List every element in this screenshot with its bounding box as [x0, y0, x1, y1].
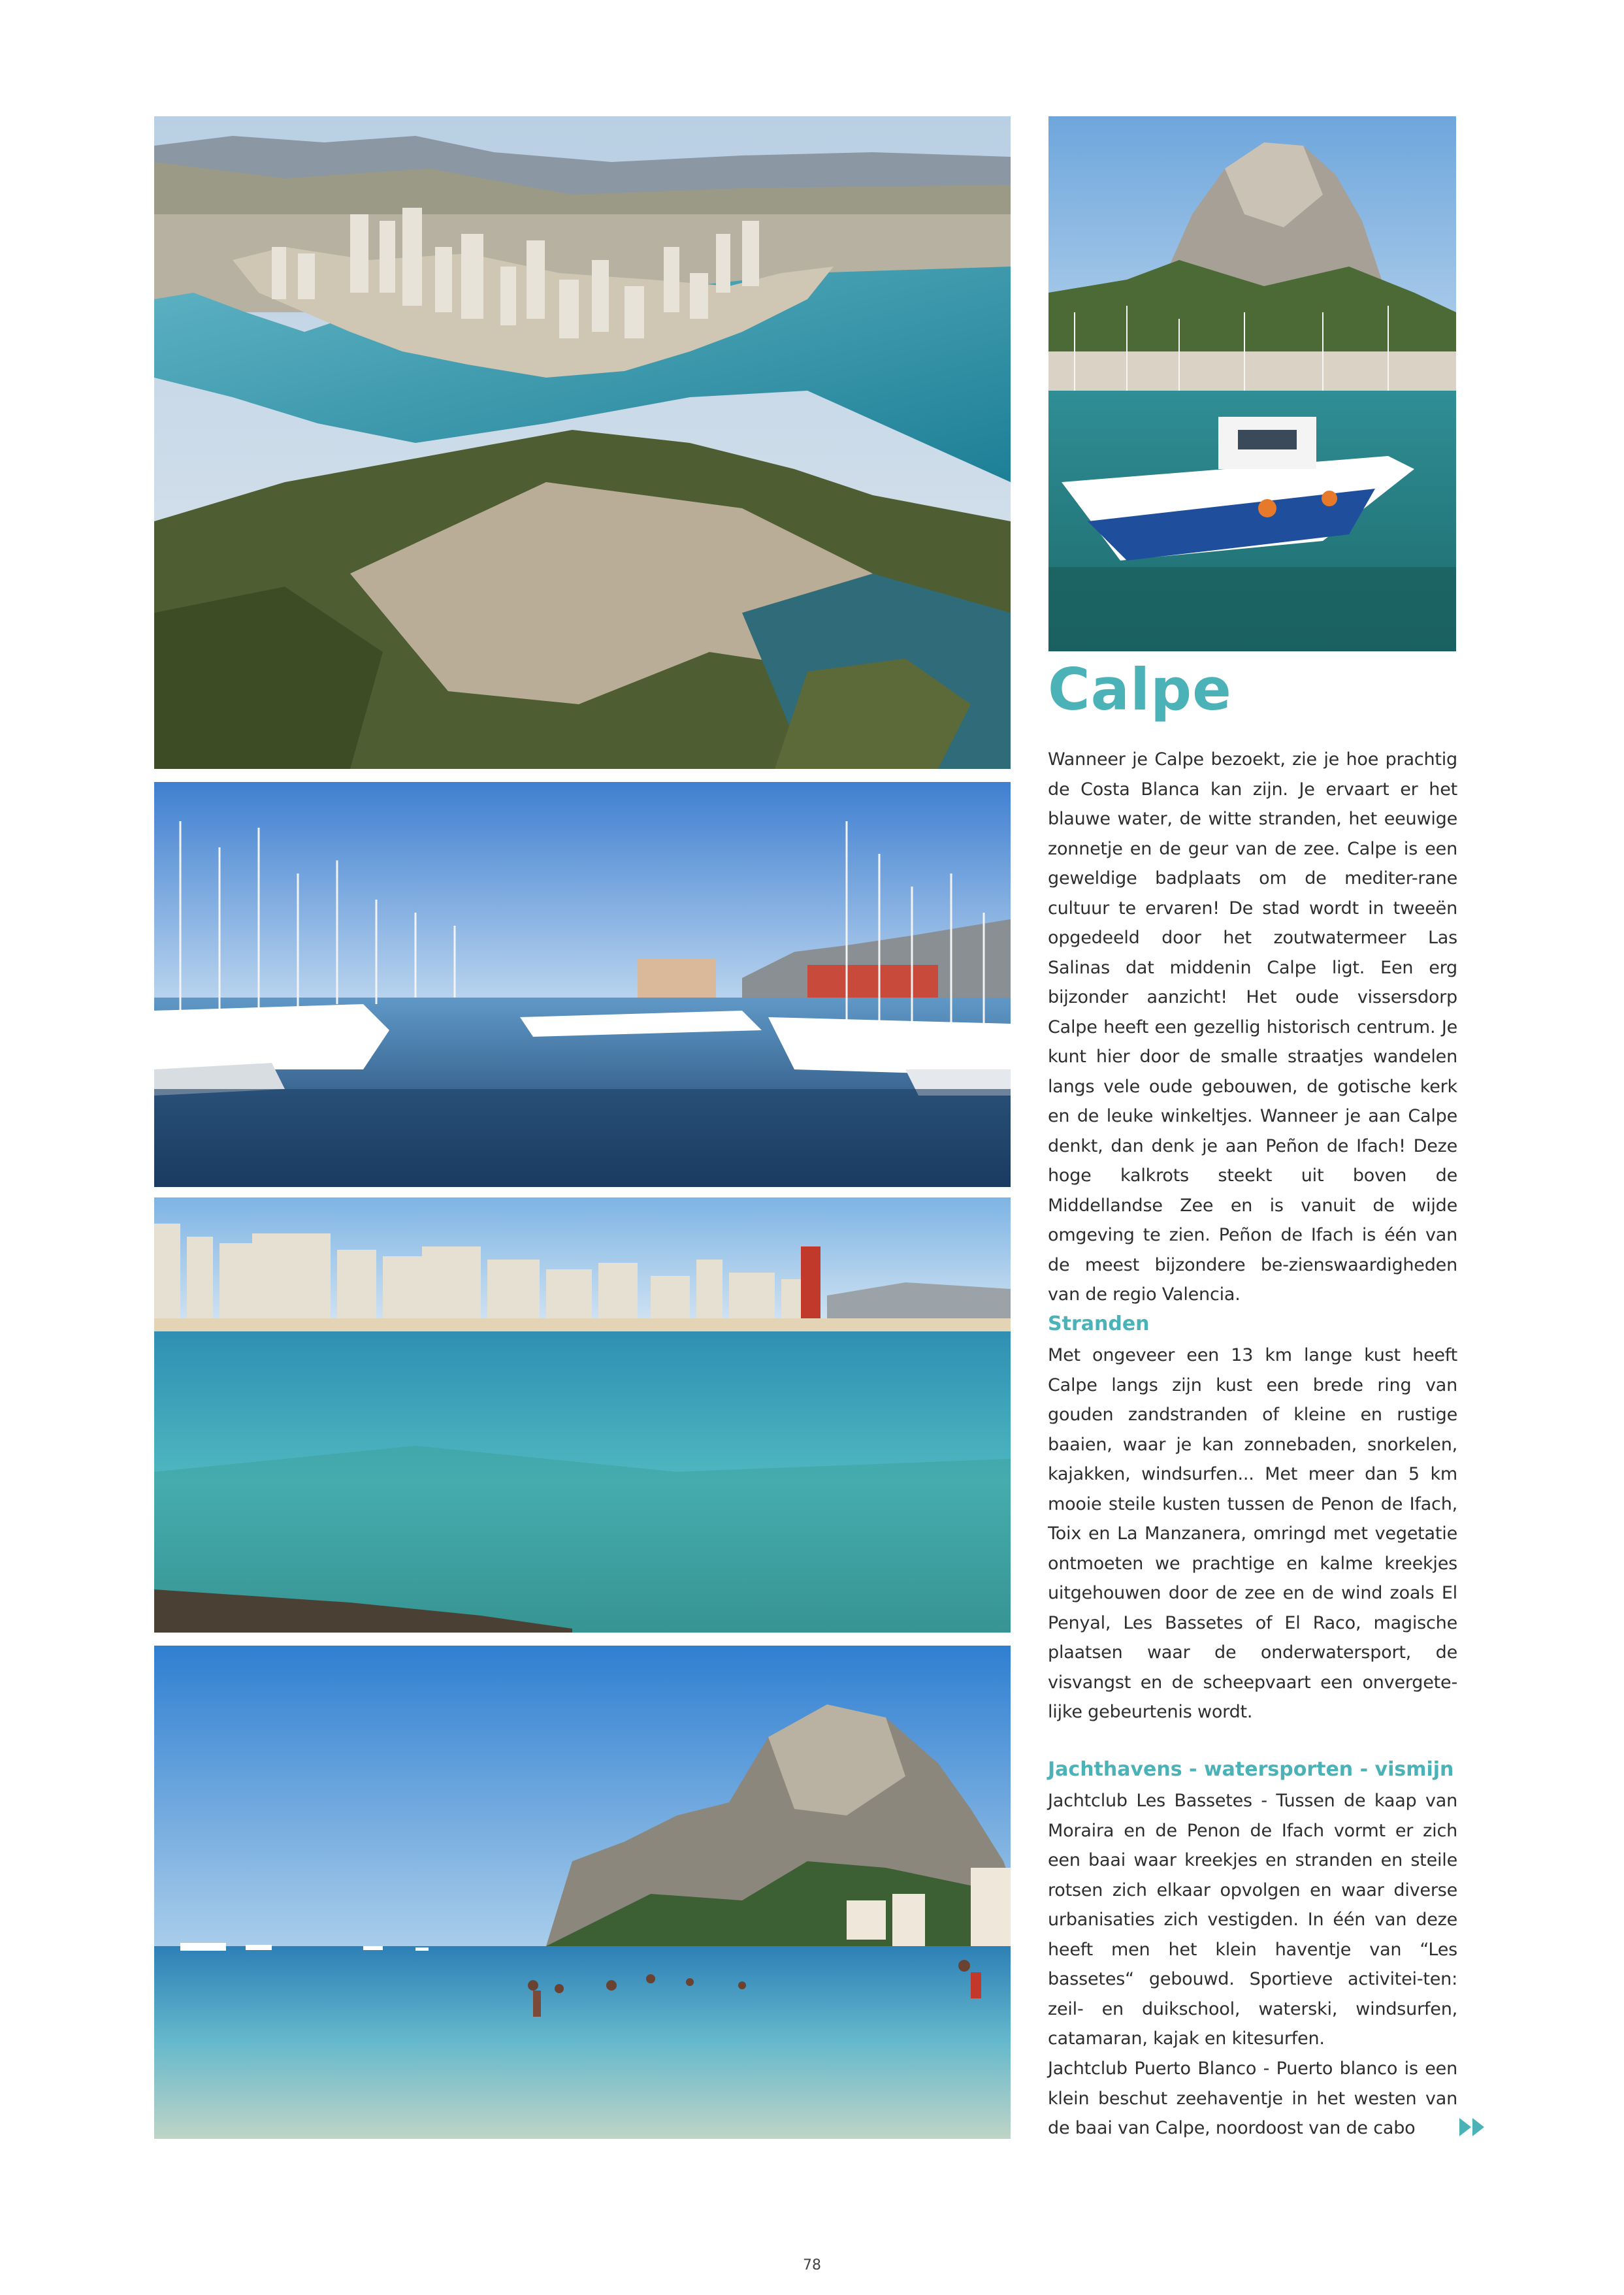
beaches-paragraph: Met ongeveer een 13 km lange kust heeft Calpe langs zijn kust een brede ring van gouden zandstranden of kleine en rustige baaien, waar je kan zonnebaden, snorkelen, kajakken, windsurfen... Met meer dan 5 km mooie steile kusten tussen de Penon de Ifach, Toix en La Manzanera, omringd met vegetatie ontmoeten we prachtige en kalme kreekjes uitgehouwen door de zee en de wind zoals El Penyal, Les Bassetes of El Raco, magische plaatsen waar de onderwatersport, de visvangst en de scheepvaart een onvergete-lijke gebeurtenis wordt. — [1048, 1345, 1457, 1722]
photo-calpe-aerial — [154, 116, 1011, 769]
photo-penon-boat — [1048, 116, 1456, 651]
harbors-paragraph-continued: Jachtclub Puerto Blanco - Puerto blanco is een klein beschut zeehaventje in het westen van de baai van Calpe, noordoost van de cabo — [1048, 2059, 1457, 2138]
photo-marina — [154, 782, 1011, 1187]
section-heading-beaches: Stranden — [1048, 1312, 1150, 1335]
photo-beach-bay — [154, 1197, 1011, 1633]
double-chevron-right-icon — [1458, 2117, 1487, 2138]
photo-penon-beach — [154, 1646, 1011, 2139]
intro-paragraph: Wanneer je Calpe bezoekt, zie je hoe prachtig de Costa Blanca kan zijn. Je ervaart er het blauwe water, de witte stranden, het eeuwige zonnetje en de geur van de zee. Calpe is een geweldige badplaats om de mediter-rane cultuur te ervaren! De stad wordt in tweeën opgedeeld door het zoutwatermeer Las Salinas dat middenin Calpe ligt. Een erg bijzonder aanzicht! Het oude vissersdorp Calpe heeft een gezellig historisch centrum. Je kunt hier door de smalle straatjes wandelen langs vele oude gebouwen, de gotische kerk en de leuke winkeltjes. Wanneer je aan Calpe denkt, dan denk je aan Peñon de Ifach! Deze hoge kalkrots steekt uit boven de Middellandse Zee en is vanuit de wijde omgeving te zien. Peñon de Ifach is één van de meest bijzondere be-zienswaardigheden van de regio Valencia. — [1048, 749, 1457, 1305]
article-title: Calpe — [1048, 656, 1232, 723]
section-heading-harbors: Jachthavens - watersporten - vismijn — [1048, 1758, 1454, 1781]
harbors-paragraph: Jachtclub Les Bassetes - Tussen de kaap van Moraira en de Penon de Ifach vormt er zich een baai waar kreekjes en stranden en steile rotsen zich elkaar opvolgen en waar diverse urbanisaties zich vestigden. In één van deze heeft men het klein haventje van “Les bassetes“ gebouwd. Sportieve activitei-ten: zeil- en duikschool, waterski, windsurfen, catamaran, kajak en kitesurfen. — [1048, 1791, 1457, 2049]
page-number: 78 — [803, 2257, 821, 2273]
